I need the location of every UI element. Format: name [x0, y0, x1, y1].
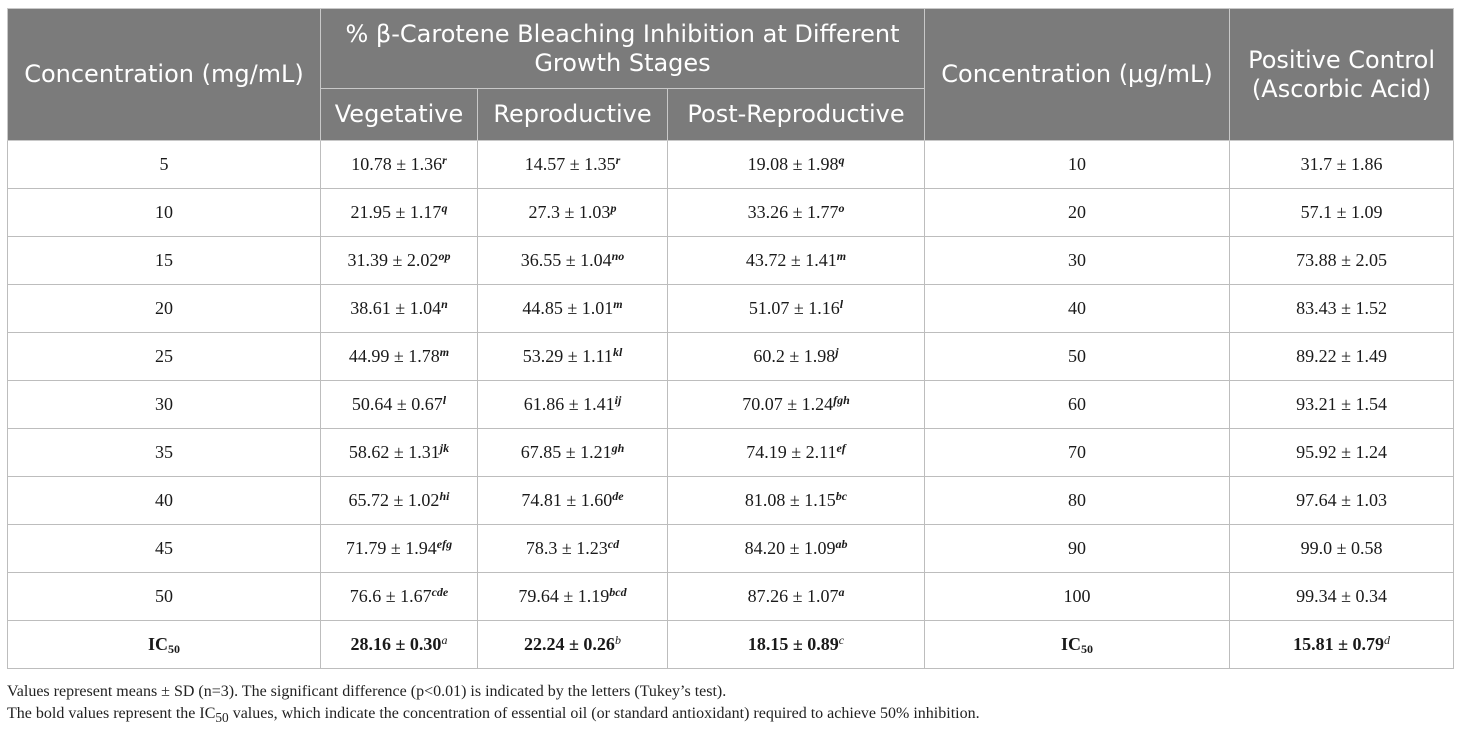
- positive-control-cell: [1230, 477, 1454, 525]
- results-table: [7, 8, 1454, 669]
- ic50-row: [8, 621, 1454, 669]
- post-reproductive-value: 19.08 ± 1.98: [747, 154, 839, 174]
- concentration-mg-cell: [8, 525, 321, 573]
- post-reproductive-cell: [668, 141, 925, 189]
- post-reproductive-cell: [668, 333, 925, 381]
- header-concentration-ug: Concentration (μg/mL): [925, 9, 1230, 141]
- concentration-mg-cell: [8, 141, 321, 189]
- reproductive-value: 78.3 ± 1.23: [525, 538, 608, 558]
- positive-control-cell: [1230, 573, 1454, 621]
- vegetative-cell: [321, 189, 478, 237]
- vegetative-value: 50.64 ± 0.67: [351, 394, 443, 414]
- concentration-mg-value: 40: [155, 490, 173, 510]
- vegetative-cell: [321, 477, 478, 525]
- post-reproductive-cell: [668, 477, 925, 525]
- positive-control-value: 99.34 ± 0.34: [1296, 586, 1387, 606]
- concentration-ug-value: 100: [1063, 586, 1091, 606]
- post-reproductive-significance-letter: bc: [835, 489, 848, 503]
- post-reproductive-cell: [668, 237, 925, 285]
- reproductive-value: 79.64 ± 1.19: [518, 586, 610, 606]
- reproductive-cell: [478, 141, 668, 189]
- vegetative-significance-letter: cde: [431, 585, 449, 599]
- reproductive-cell: [478, 189, 668, 237]
- concentration-mg-value: 5: [159, 154, 169, 174]
- table-row: [8, 189, 1454, 237]
- positive-control-value: 93.21 ± 1.54: [1296, 394, 1387, 414]
- vegetative-significance-letter: op: [438, 249, 451, 263]
- reproductive-significance-letter: ij: [614, 393, 622, 407]
- reproductive-significance-letter: r: [615, 153, 621, 167]
- positive-control-cell: [1230, 525, 1454, 573]
- header-row-1: [8, 9, 1454, 89]
- vegetative-value: 10.78 ± 1.36: [351, 154, 443, 174]
- concentration-ug-cell: [925, 573, 1230, 621]
- positive-control-value: 73.88 ± 2.05: [1296, 250, 1387, 270]
- vegetative-cell: [321, 429, 478, 477]
- post-reproductive-cell: [668, 429, 925, 477]
- concentration-mg-value: 35: [155, 442, 173, 462]
- footnote-2-subscript: 50: [215, 710, 229, 726]
- concentration-mg-value: 45: [155, 538, 173, 558]
- post-reproductive-significance-letter: o: [838, 201, 845, 215]
- concentration-ug-value: 70: [1068, 442, 1087, 462]
- table-row: [8, 429, 1454, 477]
- post-reproductive-significance-letter: fgh: [833, 393, 850, 407]
- concentration-mg-value: 30: [155, 394, 173, 414]
- vegetative-value: 76.6 ± 1.67: [349, 586, 432, 606]
- vegetative-significance-letter: m: [439, 345, 450, 359]
- concentration-mg-value: 50: [155, 586, 173, 606]
- header-post-reproductive: Post-Reproductive: [668, 89, 925, 141]
- footnote-1: Values represent means ± SD (n=3). The significant difference (p<0.01) is indicated by the letters (Tukey’s test).: [7, 683, 727, 700]
- positive-control-cell: [1230, 237, 1454, 285]
- concentration-mg-cell: [8, 285, 321, 333]
- vegetative-cell: [321, 285, 478, 333]
- reproductive-significance-letter: p: [610, 201, 617, 215]
- ic50-reproductive-value: 22.24 ± 0.26: [524, 634, 615, 654]
- ic50-post-reproductive-value: 18.15 ± 0.89: [747, 634, 839, 654]
- concentration-ug-cell: [925, 141, 1230, 189]
- reproductive-significance-letter: m: [613, 297, 623, 311]
- positive-control-value: 31.7 ± 1.86: [1300, 154, 1383, 174]
- concentration-mg-cell: [8, 381, 321, 429]
- concentration-ug-value: 10: [1068, 154, 1087, 174]
- vegetative-significance-letter: q: [441, 201, 448, 215]
- positive-control-cell: [1230, 333, 1454, 381]
- vegetative-value: 71.79 ± 1.94: [345, 538, 437, 558]
- vegetative-cell: [321, 333, 478, 381]
- vegetative-value: 65.72 ± 1.02: [348, 490, 440, 510]
- positive-control-cell: [1230, 189, 1454, 237]
- concentration-ug-value: 90: [1068, 538, 1087, 558]
- table-row: [8, 141, 1454, 189]
- vegetative-cell: [321, 573, 478, 621]
- positive-control-cell: [1230, 381, 1454, 429]
- concentration-mg-value: 15: [155, 250, 173, 270]
- concentration-mg-value: 20: [155, 298, 173, 318]
- concentration-ug-value: 60: [1068, 394, 1087, 414]
- concentration-ug-value: 40: [1068, 298, 1087, 318]
- vegetative-significance-letter: r: [442, 153, 447, 167]
- concentration-mg-cell: [8, 189, 321, 237]
- positive-control-cell: [1230, 285, 1454, 333]
- concentration-mg-cell: [8, 429, 321, 477]
- post-reproductive-significance-letter: ab: [835, 537, 848, 551]
- ic50-control-label: IC: [1061, 634, 1082, 654]
- concentration-ug-cell: [925, 429, 1230, 477]
- positive-control-cell: [1230, 429, 1454, 477]
- ic50-label: IC: [147, 634, 168, 654]
- positive-control-cell: [1230, 141, 1454, 189]
- footnote-2: [7, 703, 1453, 729]
- ic50-control-label-subscript: 50: [1081, 642, 1094, 656]
- ic50-reproductive-letter: b: [614, 633, 621, 647]
- reproductive-value: 36.55 ± 1.04: [520, 250, 612, 270]
- reproductive-cell: [478, 333, 668, 381]
- concentration-ug-value: 80: [1068, 490, 1087, 510]
- reproductive-value: 27.3 ± 1.03: [528, 202, 611, 222]
- table-row: [8, 333, 1454, 381]
- post-reproductive-value: 81.08 ± 1.15: [744, 490, 836, 510]
- vegetative-significance-letter: hi: [439, 489, 450, 503]
- footnote-2-end: values, which indicate the concentration of essential oil (or standard antioxidant) required to achieve 50% inhibition.: [228, 705, 980, 722]
- ic50-label-cell: [8, 621, 321, 669]
- table-header: [8, 9, 1454, 141]
- reproductive-cell: [478, 477, 668, 525]
- post-reproductive-value: 43.72 ± 1.41: [745, 250, 837, 270]
- header-group-title: % β-Carotene Bleaching Inhibition at Different Growth Stages: [321, 9, 925, 89]
- vegetative-cell: [321, 141, 478, 189]
- header-positive-control: Positive Control (Ascorbic Acid): [1230, 9, 1454, 141]
- post-reproductive-significance-letter: j: [835, 345, 839, 359]
- reproductive-significance-letter: no: [611, 249, 625, 263]
- vegetative-significance-letter: efg: [436, 537, 453, 551]
- reproductive-cell: [478, 429, 668, 477]
- post-reproductive-value: 60.2 ± 1.98: [753, 346, 836, 366]
- ic50-control-label-cell: [925, 621, 1230, 669]
- concentration-mg-cell: [8, 573, 321, 621]
- ic50-label-subscript: 50: [168, 642, 180, 656]
- positive-control-value: 83.43 ± 1.52: [1296, 298, 1387, 318]
- reproductive-value: 44.85 ± 1.01: [522, 298, 614, 318]
- concentration-ug-cell: [925, 381, 1230, 429]
- ic50-control-cell: [1230, 621, 1454, 669]
- concentration-ug-value: 20: [1068, 202, 1087, 222]
- concentration-ug-cell: [925, 477, 1230, 525]
- concentration-ug-cell: [925, 333, 1230, 381]
- concentration-mg-cell: [8, 333, 321, 381]
- post-reproductive-significance-letter: q: [838, 153, 845, 167]
- reproductive-significance-letter: bcd: [609, 585, 627, 599]
- ic50-reproductive-cell: [478, 621, 668, 669]
- concentration-mg-cell: [8, 477, 321, 525]
- post-reproductive-cell: [668, 189, 925, 237]
- results-table-container: [7, 8, 1453, 669]
- ic50-vegetative-letter: a: [441, 633, 448, 647]
- vegetative-cell: [321, 525, 478, 573]
- vegetative-cell: [321, 237, 478, 285]
- positive-control-value: 99.0 ± 0.58: [1300, 538, 1383, 558]
- vegetative-significance-letter: n: [441, 297, 448, 311]
- ic50-control-value: 15.81 ± 0.79: [1293, 634, 1384, 654]
- concentration-ug-value: 50: [1068, 346, 1087, 366]
- concentration-ug-cell: [925, 237, 1230, 285]
- vegetative-value: 58.62 ± 1.31: [348, 442, 440, 462]
- positive-control-value: 89.22 ± 1.49: [1296, 346, 1387, 366]
- concentration-ug-value: 30: [1068, 250, 1087, 270]
- vegetative-significance-letter: l: [442, 393, 447, 407]
- reproductive-cell: [478, 285, 668, 333]
- concentration-mg-cell: [8, 237, 321, 285]
- reproductive-significance-letter: de: [612, 489, 624, 503]
- table-row: [8, 573, 1454, 621]
- post-reproductive-significance-letter: a: [838, 585, 845, 599]
- reproductive-value: 74.81 ± 1.60: [521, 490, 613, 510]
- positive-control-value: 95.92 ± 1.24: [1296, 442, 1387, 462]
- vegetative-value: 44.99 ± 1.78: [348, 346, 440, 366]
- ic50-post-reproductive-cell: [668, 621, 925, 669]
- post-reproductive-cell: [668, 285, 925, 333]
- vegetative-value: 31.39 ± 2.02: [347, 250, 439, 270]
- positive-control-value: 57.1 ± 1.09: [1300, 202, 1383, 222]
- table-row: [8, 477, 1454, 525]
- reproductive-cell: [478, 381, 668, 429]
- ic50-control-letter: d: [1383, 633, 1390, 647]
- post-reproductive-value: 87.26 ± 1.07: [747, 586, 839, 606]
- ic50-vegetative-cell: [321, 621, 478, 669]
- table-row: [8, 285, 1454, 333]
- ic50-post-reproductive-letter: c: [838, 633, 845, 647]
- post-reproductive-significance-letter: l: [839, 297, 844, 311]
- vegetative-significance-letter: jk: [439, 441, 450, 455]
- table-row: [8, 381, 1454, 429]
- post-reproductive-value: 70.07 ± 1.24: [742, 394, 834, 414]
- footnote-2-start: The bold values represent the IC: [7, 705, 216, 722]
- vegetative-cell: [321, 381, 478, 429]
- concentration-ug-cell: [925, 285, 1230, 333]
- header-concentration-mg: Concentration (mg/mL): [8, 9, 321, 141]
- table-body: [8, 141, 1454, 669]
- reproductive-significance-letter: gh: [611, 441, 625, 455]
- vegetative-value: 21.95 ± 1.17: [350, 202, 442, 222]
- post-reproductive-cell: [668, 381, 925, 429]
- concentration-mg-value: 25: [155, 346, 173, 366]
- post-reproductive-significance-letter: ef: [836, 441, 846, 455]
- concentration-ug-cell: [925, 525, 1230, 573]
- table-footnotes: [7, 681, 1453, 729]
- post-reproductive-cell: [668, 573, 925, 621]
- reproductive-cell: [478, 525, 668, 573]
- post-reproductive-value: 74.19 ± 2.11: [746, 442, 837, 462]
- concentration-ug-cell: [925, 189, 1230, 237]
- post-reproductive-significance-letter: m: [836, 249, 847, 263]
- reproductive-significance-letter: cd: [607, 537, 620, 551]
- positive-control-value: 97.64 ± 1.03: [1296, 490, 1387, 510]
- table-row: [8, 525, 1454, 573]
- reproductive-cell: [478, 237, 668, 285]
- reproductive-cell: [478, 573, 668, 621]
- post-reproductive-value: 84.20 ± 1.09: [744, 538, 836, 558]
- reproductive-significance-letter: kl: [612, 345, 623, 359]
- reproductive-value: 53.29 ± 1.11: [522, 346, 613, 366]
- vegetative-value: 38.61 ± 1.04: [350, 298, 442, 318]
- concentration-mg-value: 10: [155, 202, 173, 222]
- table-row: [8, 237, 1454, 285]
- post-reproductive-cell: [668, 525, 925, 573]
- reproductive-value: 14.57 ± 1.35: [524, 154, 616, 174]
- reproductive-value: 67.85 ± 1.21: [520, 442, 612, 462]
- reproductive-value: 61.86 ± 1.41: [523, 394, 615, 414]
- post-reproductive-value: 51.07 ± 1.16: [748, 298, 840, 318]
- header-vegetative: Vegetative: [321, 89, 478, 141]
- ic50-vegetative-value: 28.16 ± 0.30: [350, 634, 442, 654]
- post-reproductive-value: 33.26 ± 1.77: [747, 202, 839, 222]
- header-reproductive: Reproductive: [478, 89, 668, 141]
